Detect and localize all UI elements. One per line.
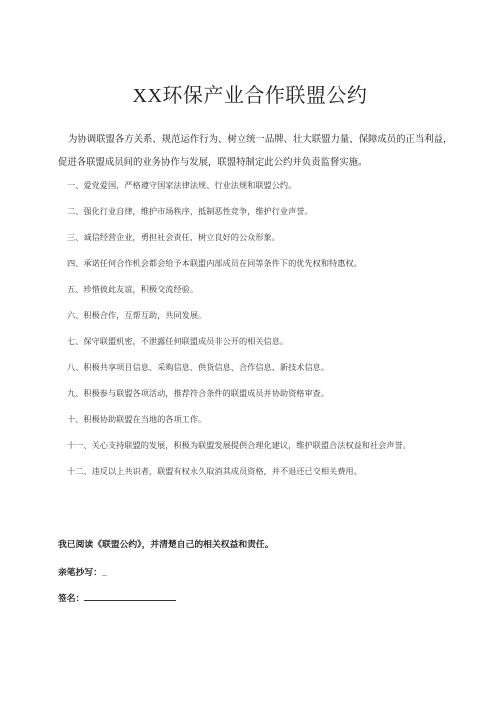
article-11: 十一、关心支持联盟的发展，积极为联盟发展提供合理化建议，维护联盟合法权益和社会声誉。	[67, 440, 411, 450]
article-7: 七、保守联盟机密，不泄露任何联盟成员非公开的相关信息。	[67, 336, 289, 346]
article-8: 八、积极共享项目信息、采购信息、供货信息、合作信息、新技术信息。	[67, 362, 330, 372]
article-2: 二、强化行业自律，维护市场秩序，抵制恶性竞争，维护行业声誉。	[67, 206, 313, 216]
article-10: 十、积极协助联盟在当地的各项工作。	[67, 414, 207, 424]
article-5: 五、珍惜彼此友谊，积极交流经验。	[67, 284, 199, 294]
article-1: 一、爱党爱国，严格遵守国家法律法规、行业法规和联盟公约。	[67, 180, 297, 190]
signature-blank[interactable]	[84, 590, 176, 601]
signature-label: 签名：	[58, 593, 85, 603]
intro-paragraph: 为协调联盟各方关系、规范运作行为、树立统一品牌、壮大联盟力量、保障成员的正当利益，促进各联盟成员间的业务协作与发展，联盟特制定此公约并负责监督实施。	[58, 133, 453, 167]
article-6: 六、积极合作，互帮互助，共同发展。	[67, 310, 207, 320]
acknowledgement-line: 我已阅读《联盟公约》，并清楚自己的相关权益和责任。	[58, 539, 274, 549]
document-title: XX环保产业合作联盟公约	[132, 85, 368, 107]
signature-row	[58, 590, 458, 604]
article-9: 九、积极参与联盟各项活动，推荐符合条件的联盟成员并协助资格审查。	[67, 388, 330, 398]
article-3: 三、诚信经营企业，勇担社会责任，树立良好的公众形象。	[67, 232, 280, 242]
article-4: 四、承诺任何合作机会都会给予本联盟内部成员在同等条件下的优先权和特惠权。	[67, 258, 362, 268]
copy-label: 亲笔抄写：_	[58, 567, 107, 577]
article-list	[58, 177, 450, 480]
handwritten-copy-row	[58, 565, 458, 578]
article-12: 十二、违反以上共识者，联盟有权永久取消其成员资格，并不退还已交相关费用。	[67, 466, 362, 476]
